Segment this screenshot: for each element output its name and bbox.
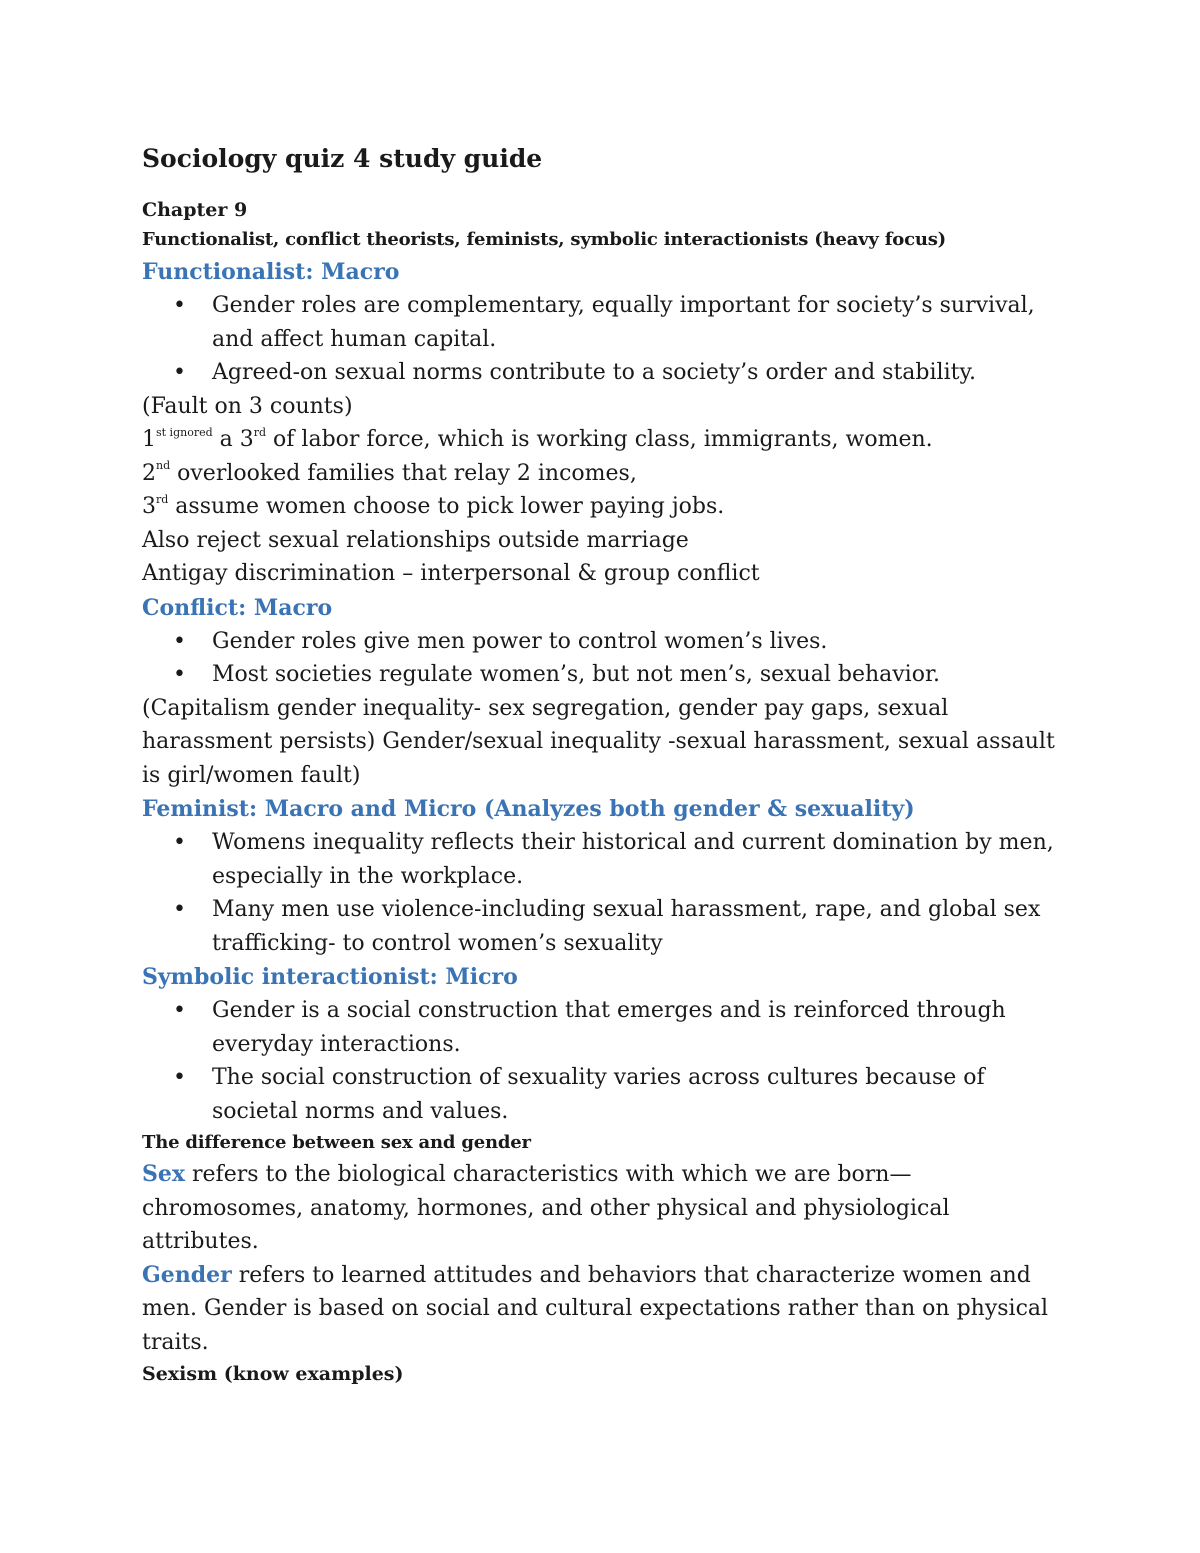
conflict-note: (Capitalism gender inequality- sex segregation, gender pay gaps, sexual harassment persists) Gender/sexual inequality -sexual harassment, sexual assault is girl/women fault): [142, 695, 1055, 788]
gender-term: Gender: [142, 1261, 232, 1288]
list-item: • Womens inequality reflects their historical and current domination by men, especially in the workplace.: [142, 826, 1060, 893]
functionalist-heading: Functionalist: Macro: [142, 259, 400, 285]
list-item: • Agreed-on sexual norms contribute to a society’s order and stability.: [142, 356, 1060, 390]
gender-definition: Gender refers to learned attitudes and behaviors that characterize women and men. Gender is based on social and cultural expectations rather than on physical traits.: [142, 1261, 1049, 1355]
list-item: • Gender is a social construction that emerges and is reinforced through everyday interactions.: [142, 994, 1060, 1061]
difference-heading: The difference between sex and gender: [142, 1132, 531, 1153]
sex-term: Sex: [142, 1161, 186, 1187]
also-line: Also reject sexual relationships outside marriage: [142, 527, 689, 553]
conflict-heading: Conflict: Macro: [142, 594, 333, 621]
list-item: • The social construction of sexuality varies across cultures because of societal norms and values.: [142, 1061, 1060, 1128]
list-item: • Gender roles give men power to control women’s lives.: [142, 625, 1060, 659]
count-2-line: 2nd overlooked families that relay 2 incomes,: [142, 459, 637, 486]
count-1-line: $1^{st ignored}$ a 3rd of labor force, which is working class, immigrants, women.: [142, 425, 933, 452]
sex-definition: Sex refers to the biological characteristics with which we are born—chromosomes, anatomy, hormones, and other physical and physiological attributes.: [142, 1161, 950, 1254]
conflict-list: [142, 625, 1060, 692]
sexism-heading: Sexism (know examples): [142, 1363, 404, 1385]
feminist-heading: Feminist: Macro and Micro (Analyzes both gender & sexuality): [142, 796, 915, 822]
list-item: • Many men use violence-including sexual harassment, rape, and global sex trafficking- to control women’s sexuality: [142, 893, 1060, 960]
theories-heading: Functionalist, conflict theorists, feminists, symbolic interactionists (heavy focus): [142, 229, 947, 250]
list-item: • Gender roles are complementary, equally important for society’s survival, and affect human capital.: [142, 289, 1060, 356]
chapter-heading: Chapter 9: [142, 199, 248, 221]
symbolic-list: [142, 994, 1060, 1128]
feminist-list: [142, 826, 1060, 960]
symbolic-heading: Symbolic interactionist: Micro: [142, 964, 518, 990]
document-title: Sociology quiz 4 study guide: [142, 144, 543, 173]
functionalist-list: [142, 289, 1060, 390]
fault-line: (Fault on 3 counts): [142, 393, 353, 419]
antigay-line: Antigay discrimination – interpersonal & group conflict: [142, 561, 760, 586]
list-item: • Most societies regulate women’s, but not men’s, sexual behavior.: [142, 658, 1060, 692]
count-3-line: 3rd assume women choose to pick lower paying jobs.: [142, 492, 725, 519]
